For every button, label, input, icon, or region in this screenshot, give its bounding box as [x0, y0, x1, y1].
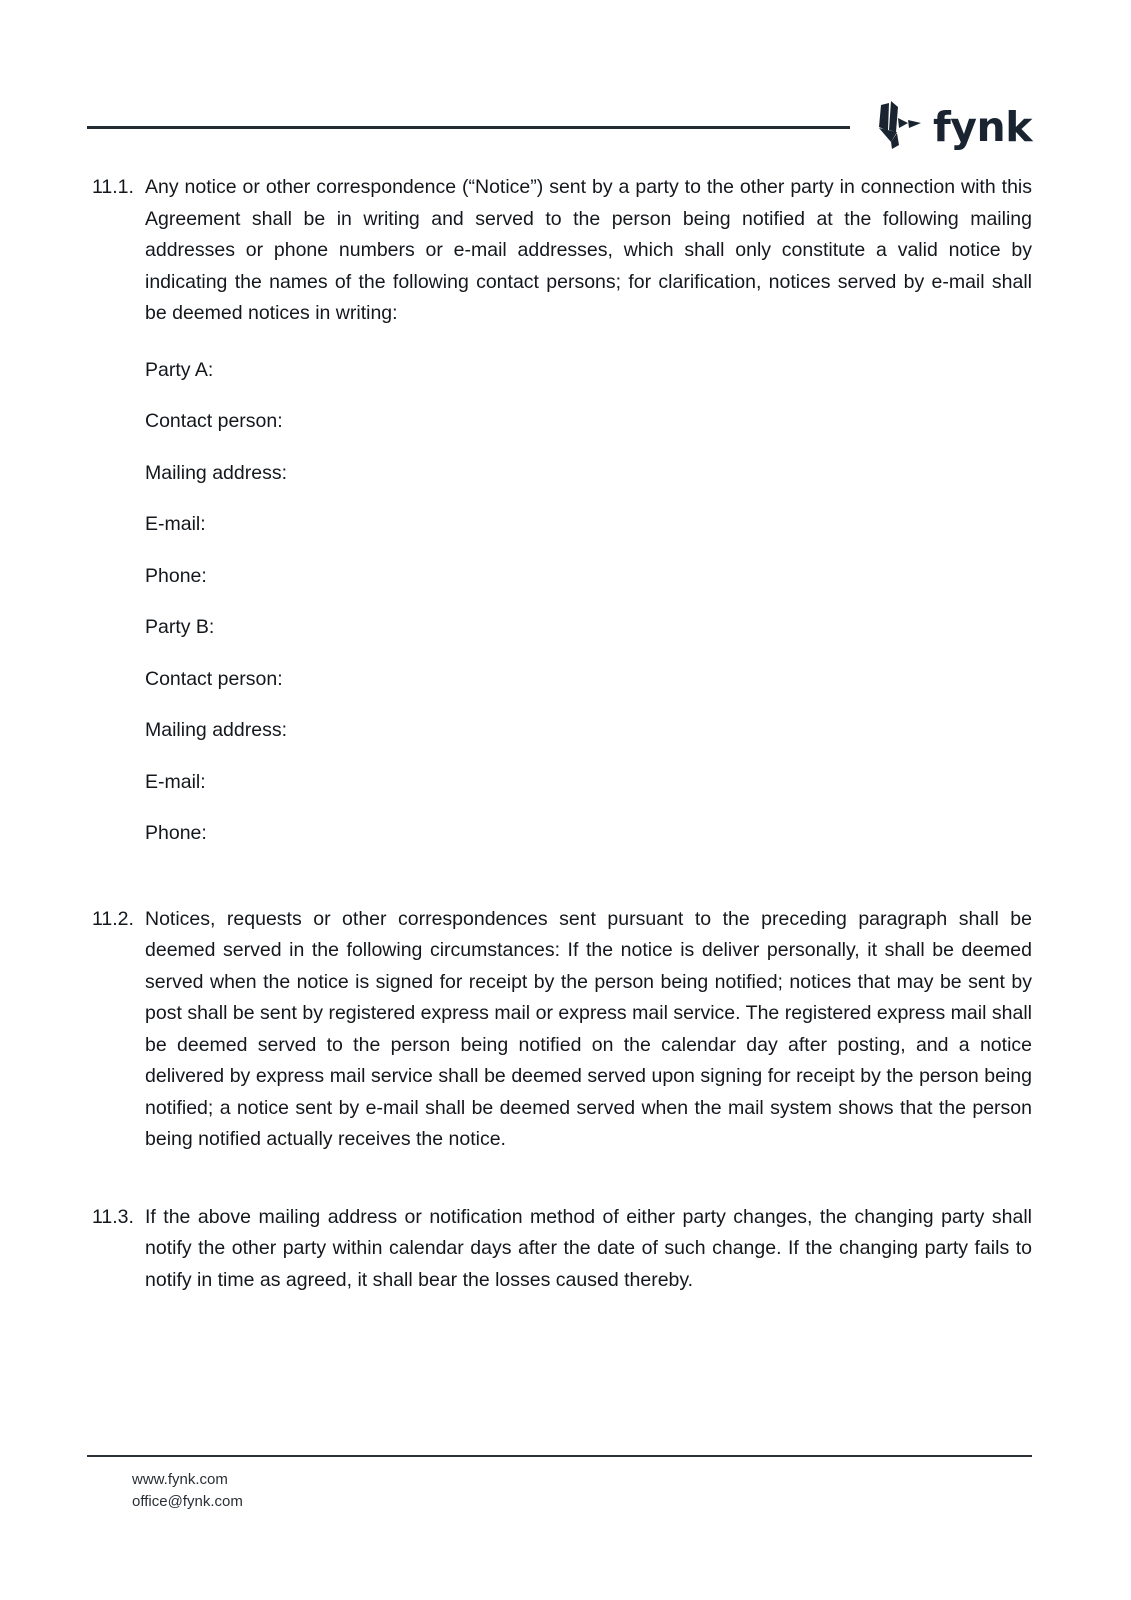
field-party-b-email: E-mail: — [145, 770, 206, 793]
field-party-b-contact-person: Contact person: — [145, 667, 283, 690]
footer-email[interactable]: office@fynk.com — [132, 1493, 243, 1510]
fynk-origami-bird-logo-icon — [868, 101, 924, 151]
header-divider — [87, 126, 850, 129]
clause-number: 11.3. — [92, 1205, 134, 1228]
footer-contact-block — [87, 1469, 1032, 1513]
clause-number: 11.2. — [92, 907, 134, 930]
page-header — [87, 96, 1032, 156]
field-party-a-contact-person: Contact person: — [145, 410, 283, 432]
clause-paragraph: Any notice or other correspondence (“Notice”) sent by a party to the other party in connection with this Agreement shall be in writing and served to the person being notified at the following mailing addresses or phone numbers or e-mail addresses, which shall only constitute a valid notice by indicating the names of the following contact persons; for clarification, notices served by e-mail shall be deemed notices in writing: — [145, 176, 1032, 324]
document-content — [87, 172, 1032, 1324]
field-party-b-phone: Phone: — [145, 822, 207, 844]
field-party-b: Party B: — [145, 616, 215, 638]
clause-text-container — [145, 172, 1032, 850]
field-party-a-phone: Phone: — [145, 564, 207, 587]
clause-paragraph: Notices, requests or other correspondences sent pursuant to the preceding paragraph shall be deemed served in the following circumstances: If the notice is deliver personally, it shall be deemed served when the notice is signed for receipt by the person being notified; notices that may be sent by post shall be sent by registered express mail or express mail service. The registered express mail shall be deemed served to the person being notified on the calendar day after posting, and a notice delivered by express mail service shall be deemed served upon signing for receipt by the person being notified; a notice sent by e-mail shall be deemed served when the mail system shows that the person being notified actually receives the notice. — [145, 907, 1032, 1150]
clause-number: 11.1. — [92, 176, 134, 198]
party-field-list — [145, 355, 1032, 850]
field-party-a-email: E-mail: — [145, 513, 206, 535]
clause-11-2 — [87, 904, 1032, 1156]
clause-paragraph: If the above mailing address or notification method of either party changes, the changing party shall notify the other party within calendar days after the date of such change. If the changing party fails to notify in time as agreed, it shall bear the losses caused thereby. — [145, 1205, 1032, 1291]
brand-wordmark: fynk — [932, 102, 1032, 151]
clause-11-1 — [87, 172, 1032, 850]
page-footer — [87, 1455, 1032, 1513]
footer-divider — [87, 1455, 1032, 1457]
brand-logo — [868, 98, 1032, 154]
field-party-b-mailing-address: Mailing address: — [145, 719, 287, 741]
field-party-a: Party A: — [145, 358, 214, 381]
footer-website[interactable]: www.fynk.com — [132, 1471, 228, 1488]
clause-11-3 — [87, 1202, 1032, 1297]
field-party-a-mailing-address: Mailing address: — [145, 461, 287, 484]
